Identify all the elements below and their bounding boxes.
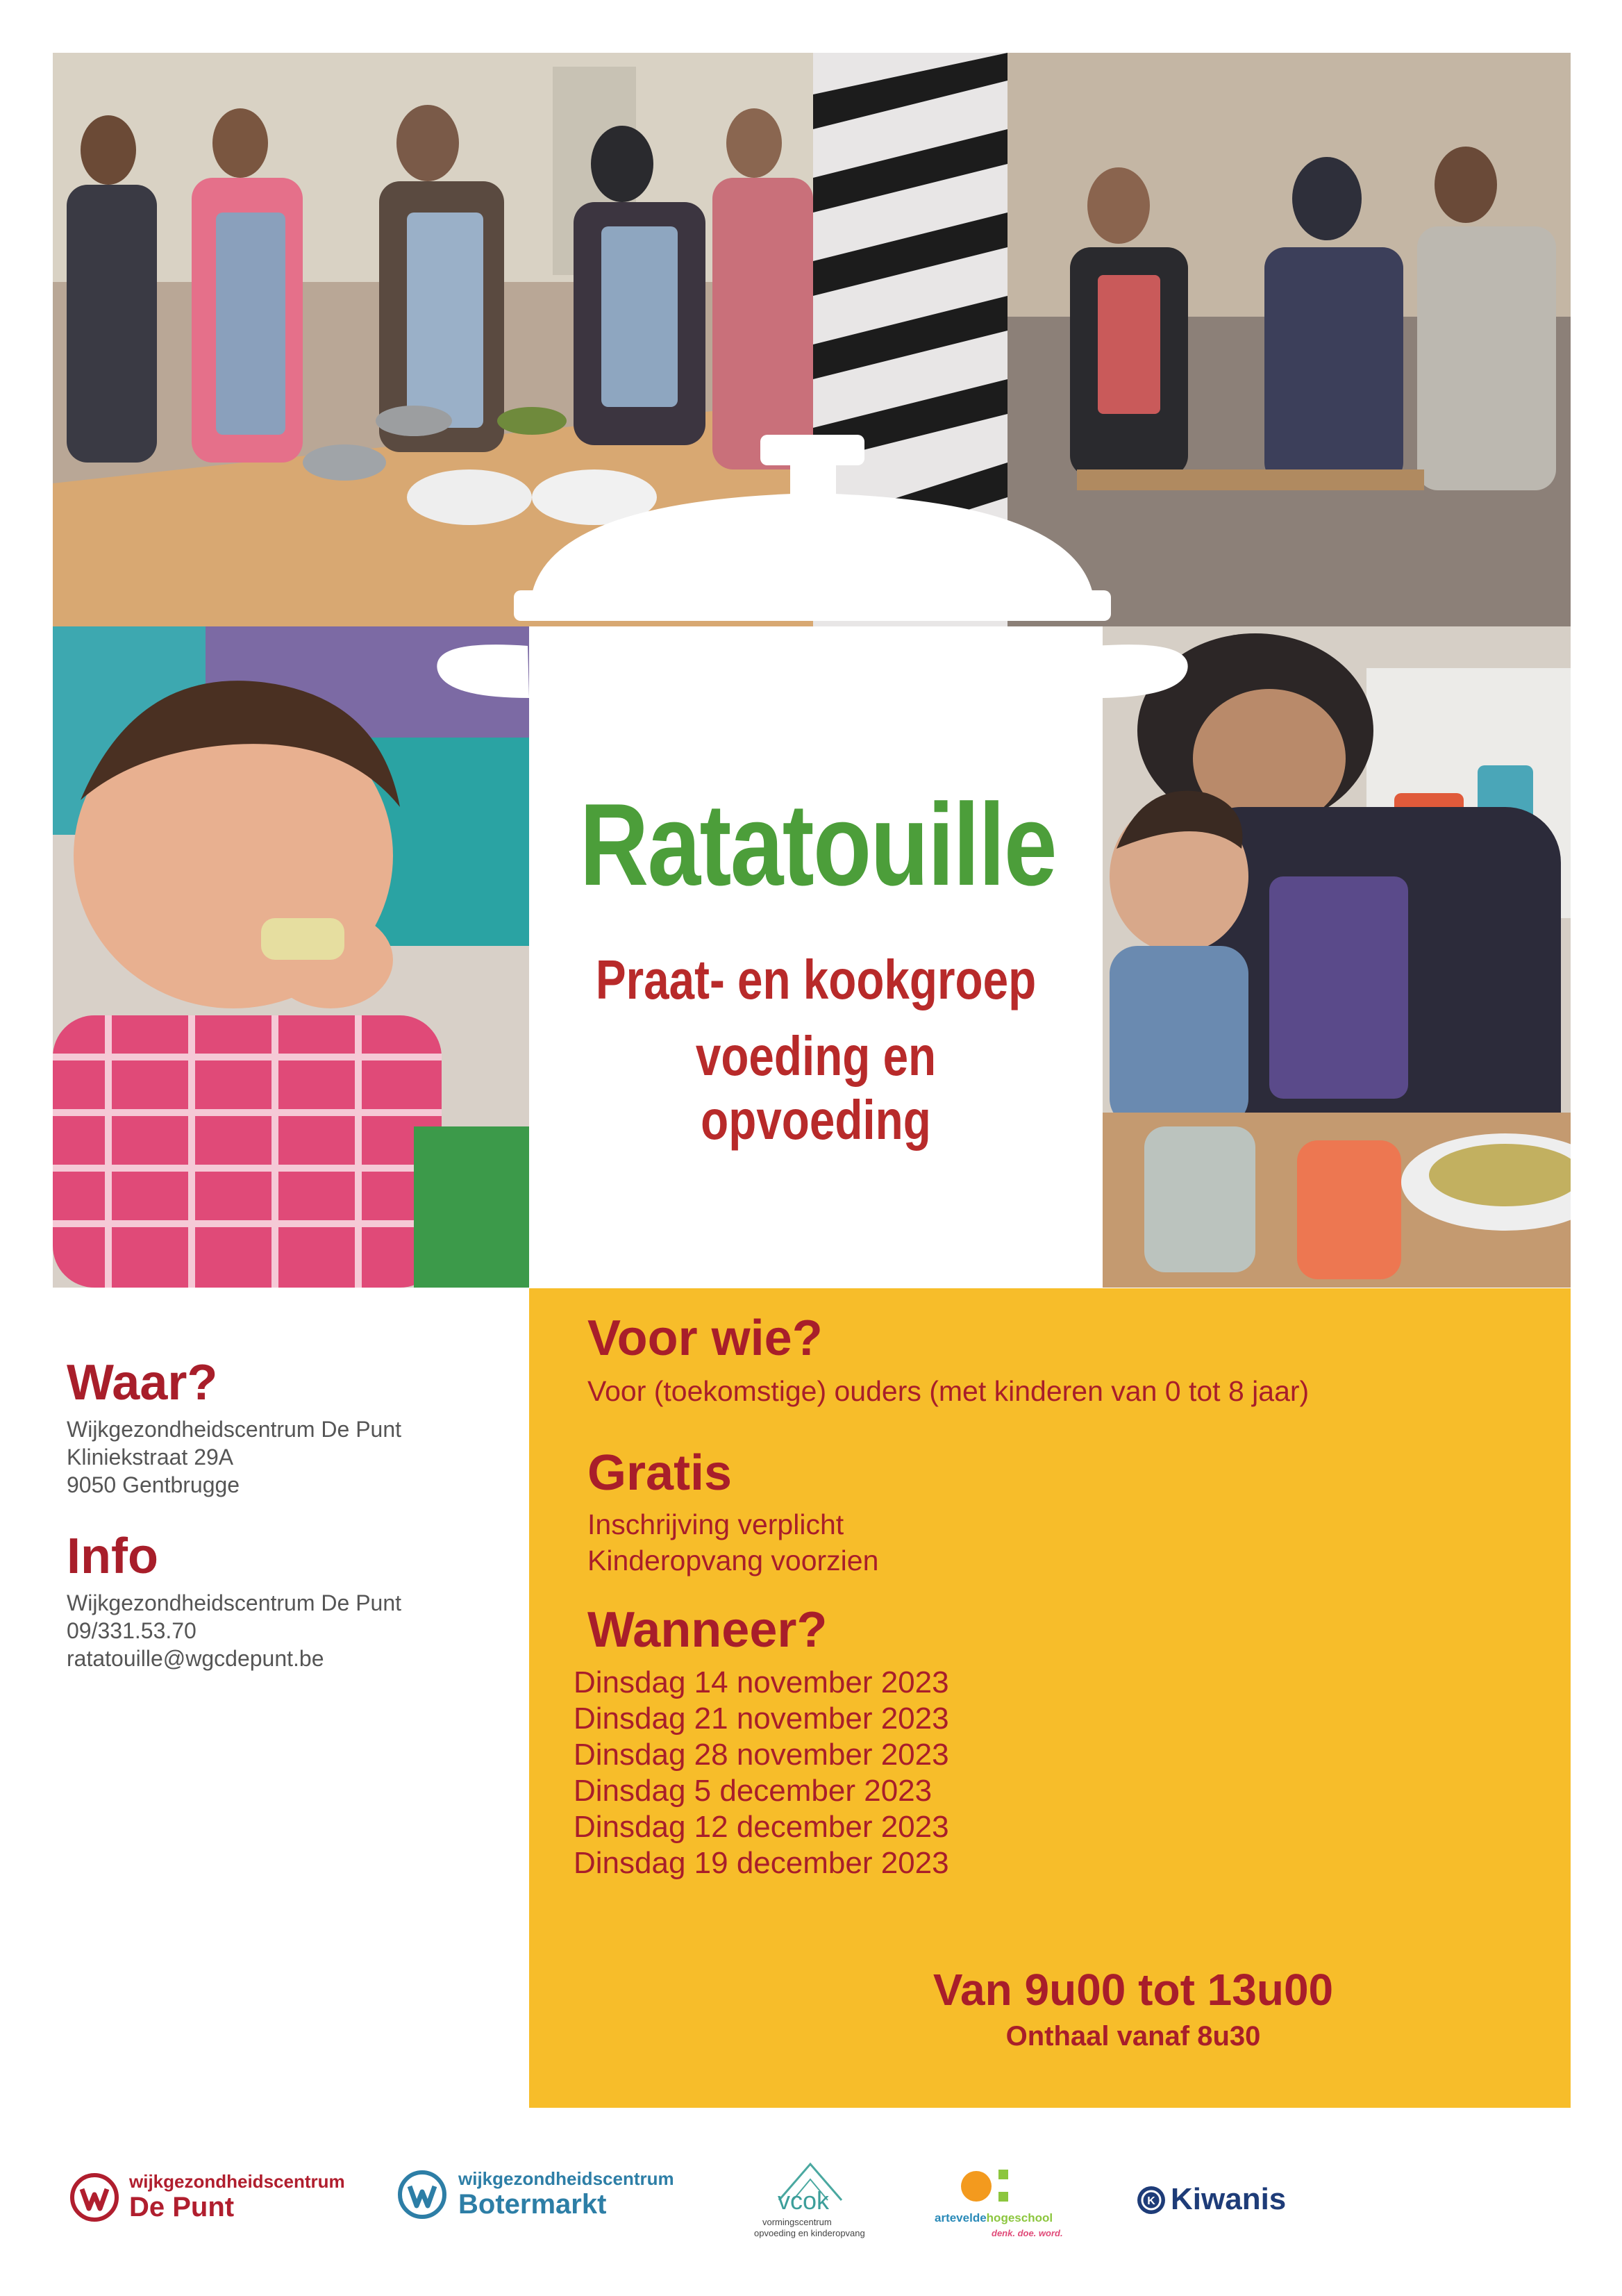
free-heading: Gratis xyxy=(587,1445,733,1501)
where-line-1: Wijkgezondheidscentrum De Punt xyxy=(67,1417,402,1442)
depunt-logo-small: wijkgezondheidscentrum xyxy=(129,2171,345,2192)
page-title: Ratatouille xyxy=(579,779,1056,910)
vcok-logo-small-2: opvoeding en kinderopvang xyxy=(754,2228,865,2238)
free-line-1: Inschrijving verplicht xyxy=(587,1508,844,1540)
vcok-logo-name: vcok xyxy=(778,2186,830,2215)
info-line-1: Wijkgezondheidscentrum De Punt xyxy=(67,1590,402,1615)
date-item: Dinsdag 12 december 2023 xyxy=(574,1810,949,1844)
kiwanis-logo-icon xyxy=(1136,2185,1167,2215)
date-item: Dinsdag 19 december 2023 xyxy=(574,1846,949,1880)
subtitle-line-2: voeding en opvoeding xyxy=(695,1025,937,1151)
botermarkt-logo-name: Botermarkt xyxy=(458,2189,607,2220)
botermarkt-logo-icon xyxy=(397,2170,447,2220)
time-range: Van 9u00 tot 13u00 xyxy=(933,1965,1334,2015)
date-item: Dinsdag 5 december 2023 xyxy=(574,1774,933,1808)
artevelde-logo-icon xyxy=(960,2165,1015,2208)
svg-text:K: K xyxy=(1147,2195,1155,2207)
date-item: Dinsdag 28 november 2023 xyxy=(574,1738,949,1772)
where-heading: Waar? xyxy=(67,1355,218,1411)
for-whom-text: Voor (toekomstige) ouders (met kinderen van 0 tot 8 jaar) xyxy=(587,1375,1310,1407)
info-heading: Info xyxy=(67,1529,158,1584)
botermarkt-logo-small: wijkgezondheidscentrum xyxy=(458,2168,674,2189)
reception-time: Onthaal vanaf 8u30 xyxy=(1005,2021,1261,2052)
for-whom-heading: Voor wie? xyxy=(587,1311,823,1366)
free-line-2: Kinderopvang voorzien xyxy=(587,1545,879,1577)
where-line-3: 9050 Gentbrugge xyxy=(67,1472,240,1497)
artevelde-logo-name: arteveldehogeschool xyxy=(935,2211,1053,2224)
info-phone: 09/331.53.70 xyxy=(67,1618,197,1643)
kiwanis-logo-name: Kiwanis xyxy=(1171,2182,1287,2216)
vcok-logo-small-1: vormingscentrum xyxy=(762,2217,832,2227)
depunt-logo-icon xyxy=(69,2172,119,2222)
where-line-2: Kliniekstraat 29A xyxy=(67,1445,234,1470)
depunt-logo-name: De Punt xyxy=(129,2192,235,2222)
artevelde-logo-tagline: denk. doe. word. xyxy=(992,2228,1063,2238)
when-heading: Wanneer? xyxy=(587,1602,828,1658)
info-email: ratatouille@wgcdepunt.be xyxy=(67,1646,324,1671)
subtitle-line-1: Praat- en kookgroep xyxy=(595,949,1037,1010)
date-item: Dinsdag 21 november 2023 xyxy=(574,1702,949,1736)
date-item: Dinsdag 14 november 2023 xyxy=(574,1665,949,1699)
